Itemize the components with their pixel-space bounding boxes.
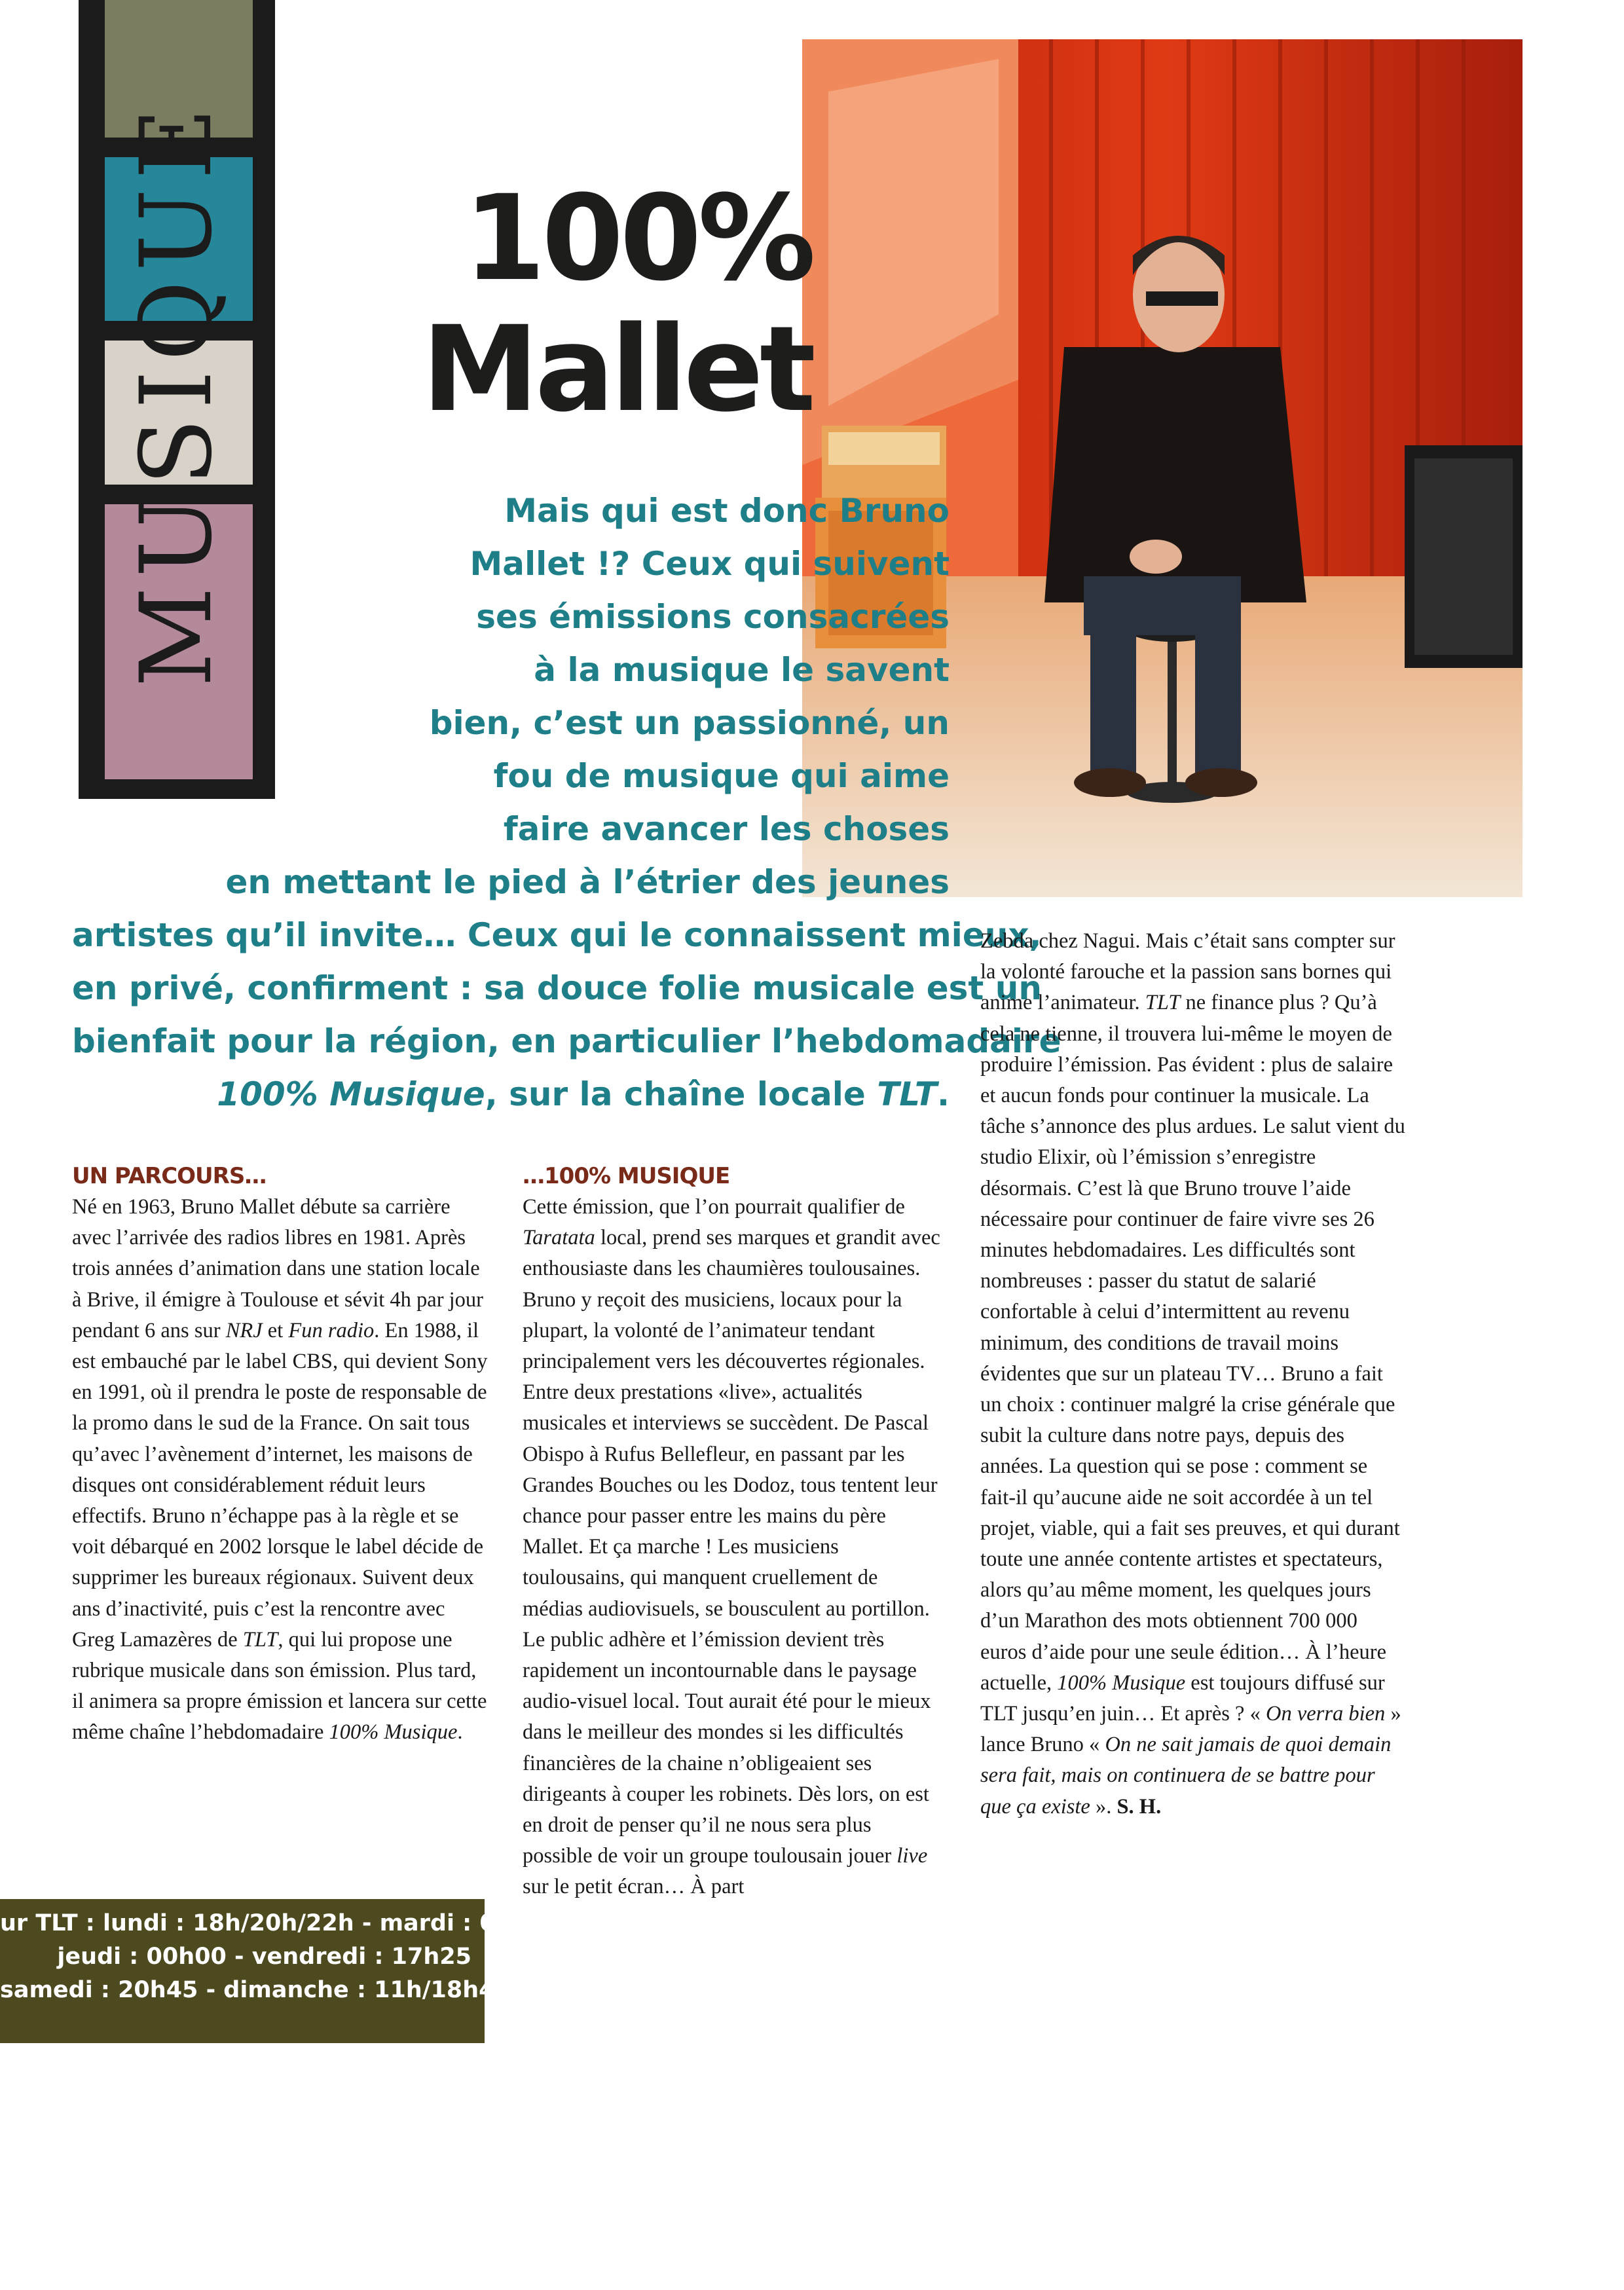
channel-name: TLT: [877, 1075, 937, 1113]
schedule-line: jeudi : 00h00 - vendredi : 17h25: [57, 1944, 471, 1970]
intro-text: .: [937, 1075, 950, 1113]
show-name: 100% Musique: [217, 1075, 485, 1113]
text-run: . En 1988, il est embauché par le label CBS, qui devient Sony en 1991, où il prendra le poste de responsable de la promo dans le sud de la France. On sait tous qu’avec l’avènement d’internet, les maisons de disques ont considérablement réduit leurs effectifs. Bruno n’échappe pas à la règle et se voit débarqué en 2002 lorsque le label décide de supprimer les bureaux régionaux. Suivent deux ans d’inactivité, puis c’est la rencontre avec Greg Lamazères de: [72, 1318, 488, 1652]
text-run: Né en 1963, Bruno Mallet débute sa carrière avec l’arrivée des radios libres en 1981. Après trois années d’animation dans une station locale à Brive, il émigre à Toulouse et sévit 4h par jour pendant 6 ans sur: [72, 1195, 484, 1342]
text-run: Taratata: [523, 1226, 595, 1250]
intro-line: en privé, confirment : sa douce folie musicale est un: [72, 969, 1042, 1007]
broadcast-schedule: [0, 1899, 617, 2043]
intro-paragraph: [72, 485, 1061, 1121]
text-run: » lance Bruno «: [980, 1702, 1401, 1757]
intro-last-line: [72, 1068, 950, 1121]
column-text: [980, 926, 1406, 1822]
text-run: .: [457, 1720, 463, 1745]
text-run: On ne sait jamais de quoi demain sera fait, mais on continuera de se battre pour que ça existe: [980, 1733, 1392, 1819]
text-run: Zebda chez Nagui. Mais c’était sans compter sur la volonté farouche et la passion sans bornes qui anime l’animateur.: [980, 929, 1395, 1015]
schedule-line: samedi : 20h45 - dimanche : 11h/18h40: [0, 1977, 511, 2003]
intro-line: Mais qui est donc Bruno: [504, 492, 950, 530]
text-run: ne finance plus ? Qu’à cela ne tienne, il trouvera lui-même le moyen de produire l’émission. Pas évident : plus de salaire et aucun fonds pour continuer la musicale. La tâche s’annonce des plus ardues. Le salut vient du studio Elixir, où l’émission s’enregistre désormais. C’est là que Bruno trouve l’aide nécessaire pour continuer de faire vivre ses 26 minutes hebdomadaires. Les difficultés sont nombreuses : passer du statut de salarié confortable à celui d’intermittent au revenu minimum, des conditions de travail moins évidentes que sur un plateau TV… Bruno a fait un choix : continuer malgré la crise générale que subit la culture dans notre pays, depuis des années. La question qui se pose : comment se fait-il qu’aucune aide ne soit accordée à un tel projet, viable, qui a fait ses preuves, et qui durant toute une année contente artistes et spectateurs, alors qu’au même moment, les quelques jours d’un Marathon des mots obtiennent 700 000 euros d’aide pour une seule édition… À l’heure actuelle,: [980, 991, 1405, 1695]
intro-line: fou de musique qui aime: [493, 757, 950, 795]
text-run: sur le petit écran… À part: [523, 1875, 745, 1899]
intro-line: en mettant le pied à l’étrier des jeunes: [225, 863, 950, 901]
text-run: TLT: [1145, 991, 1181, 1015]
text-run: ».: [1090, 1794, 1117, 1819]
article-column-2: [523, 1160, 942, 1903]
column-text: [72, 1192, 491, 1748]
text-run: On verra bien: [1265, 1702, 1386, 1726]
text-run: Cette émission, que l’on pourrait qualifier de: [523, 1195, 905, 1219]
intro-line: bien, c’est un passionné, un: [429, 704, 950, 742]
text-run: NRJ: [225, 1318, 263, 1342]
text-run: 100% Musique: [329, 1720, 458, 1745]
intro-line: bienfait pour la région, en particulier l’hebdomadaire: [72, 1022, 1061, 1060]
section-label: MUSIQUE: [120, 98, 234, 688]
intro-line: ses émissions consacrées: [476, 598, 950, 636]
text-run: local, prend ses marques et grandit avec enthousiaste dans les chaumières toulousaines. Bruno y reçoit des musiciens, locaux pour la plupart, la volonté de l’animateur tendant principalement vers les découvertes régionales. Entre deux prestations «live», actualités musicales et interviews se succèdent. De Pascal Obispo à Rufus Bellefleur, en passant par les Grandes Bouches ou les Dodoz, tous tentent leur chance pour passer entre les mains du père Mallet. Et ça marche ! Les musiciens toulousains, qui manquent cruellement de médias audiovisuels, se bousculent au portillon. Le public adhère et l’émission devient très rapidement un incontournable dans le paysage audio-visuel local. Tout aurait été pour le mieux dans le meilleur des mondes si les difficultés financières de la chaine n’obligeaient ses dirigeants à couper les robinets. Dès lors, on est en droit de penser qu’il ne nous sera plus possible de voir un groupe toulousain jouer: [523, 1226, 940, 1868]
article-title: [419, 170, 812, 438]
title-line-1: 100%: [463, 170, 812, 307]
intro-line: Mallet !? Ceux qui suivent: [470, 545, 950, 583]
text-run: 100% Musique: [1057, 1671, 1186, 1695]
article-column-1: [72, 1160, 491, 1748]
text-run: , qui lui propose une rubrique musicale dans son émission. Plus tard, il animera sa propre émission et lancera sur cette même chaîne l’hebdomadaire: [72, 1627, 487, 1745]
schedule-line: ur TLT : lundi : 18h/20h/22h - mardi : 07h40/13h: [0, 1910, 617, 1936]
article-column-3: [980, 926, 1406, 1822]
text-run: TLT: [242, 1627, 278, 1652]
intro-text: , sur la chaîne locale: [485, 1075, 877, 1113]
text-run: est toujours diffusé sur TLT jusqu’en juin… Et après ? «: [980, 1671, 1385, 1726]
section-heading: UN PARCOURS…: [72, 1163, 267, 1189]
text-run: et: [262, 1318, 289, 1342]
text-run: live: [896, 1844, 928, 1868]
column-text: [523, 1192, 942, 1903]
title-line-2: Mallet: [421, 301, 812, 438]
section-heading: …100% MUSIQUE: [523, 1163, 730, 1189]
intro-line: à la musique le savent: [534, 651, 950, 689]
text-run: Fun radio: [288, 1318, 375, 1342]
intro-line: faire avancer les choses: [503, 810, 950, 848]
author-signature: S. H.: [1116, 1794, 1162, 1819]
intro-line: artistes qu’il invite… Ceux qui le connaissent mieux,: [72, 916, 1042, 954]
